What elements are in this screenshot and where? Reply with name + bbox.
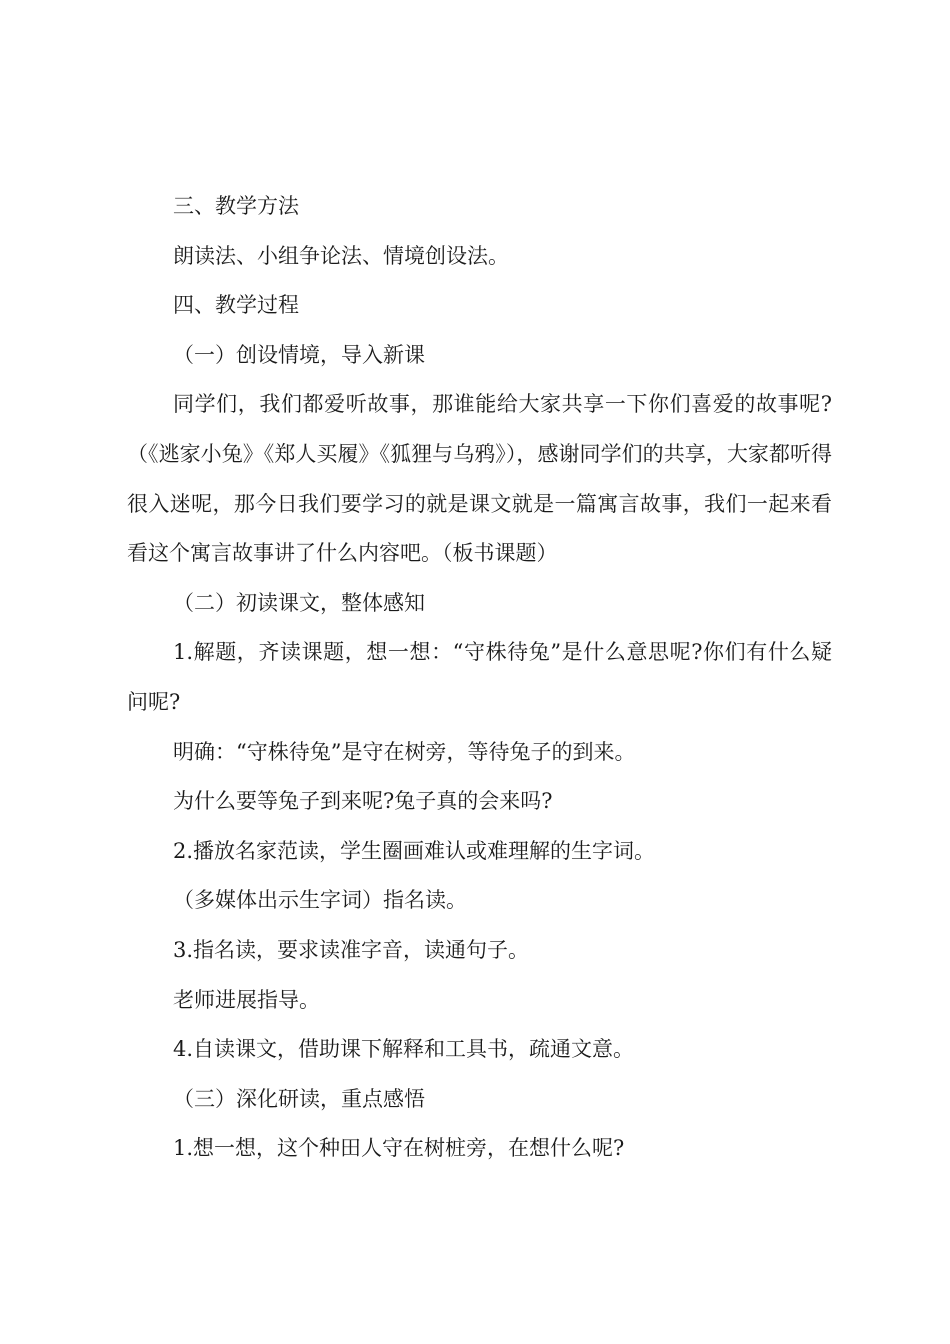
step-4-paragraph: 4.自读课文，借助课下解释和工具书，疏通文意。 [173,1037,635,1062]
subheading-first-reading: （二）初读课文，整体感知 [173,590,425,615]
step-3-paragraph: 3.指名读，要求读准字音，读通句子。 [173,937,530,962]
intro-paragraph: 同学们，我们都爱听故事，那谁能给大家共享一下你们喜爱的故事呢?（《逃家小兔》《郑人买履》《狐狸与乌鸦》），感谢同学们的共享，大家都听得很入迷呢，那今日我们要学习的就是课文就是一篇寓言故事，我们一起来看看这个寓言故事讲了什么内容吧。（板书课题） [127,392,832,566]
section-heading-teaching-methods: 三、教学方法 [173,194,299,218]
step-2-note: （多媒体出示生字词）指名读。 [173,888,467,913]
step-2-paragraph: 2.播放名家范读，学生圈画难认或难理解的生字词。 [173,838,656,863]
teaching-methods-text: 朗读法、小组争论法、情境创设法。 [173,243,509,268]
section-heading-teaching-process: 四、教学过程 [173,293,299,318]
teacher-guidance: 老师进展指导。 [173,987,320,1012]
document-body [127,182,832,1174]
step-1-paragraph: 1.解题，齐读课题，想一想：“守株待兔”是什么意思呢?你们有什么疑问呢? [127,640,832,714]
subheading-deep-reading: （三）深化研读，重点感悟 [173,1086,425,1111]
subheading-create-context: （一）创设情境，导入新课 [173,342,425,367]
think-paragraph: 1.想一想，这个种田人守在树桩旁，在想什么呢? [173,1136,625,1161]
question-paragraph: 为什么要等兔子到来呢?兔子真的会来吗? [173,789,553,814]
clarification-paragraph: 明确：“守株待兔”是守在树旁，等待兔子的到来。 [173,739,636,764]
